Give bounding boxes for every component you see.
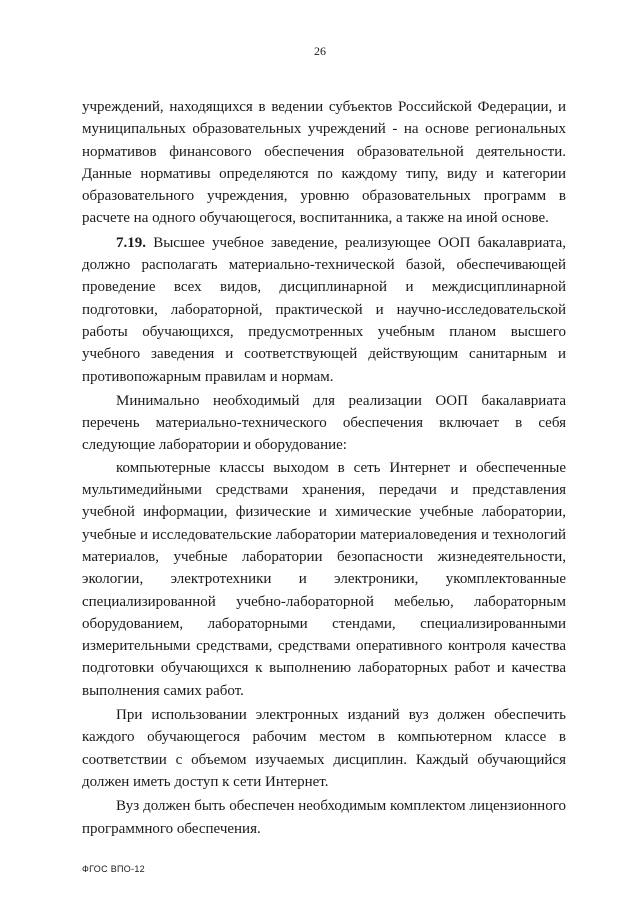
paragraph-section-7-19 — [82, 232, 566, 388]
document-body — [82, 96, 566, 840]
paragraph-continuation: учреждений, находящихся в ведении субъектов Российской Федерации, и муниципальных образовательных учреждений - на основе региональных нормативов финансового обеспечения образовательной деятельности. Данные нормативы определяются по каждому типу, виду и категории образовательного учреждения, уровню образовательных программ в расчете на одного обучающегося, воспитанника, а также на иной основе. — [82, 99, 566, 227]
paragraph-equipment-intro: Минимально необходимый для реализации ООП бакалавриата перечень материально-технического обеспечения включает в себя следующие лаборатории и оборудование: — [82, 392, 566, 454]
paragraph-electronic-editions: При использовании электронных изданий вуз должен обеспечить каждого обучающегося рабочим местом в компьютерном классе в соответствии с объемом изучаемых дисциплин. Каждый обучающийся должен иметь доступ к сети Интернет. — [82, 707, 566, 790]
page-number: 26 — [314, 44, 326, 58]
section-number: 7.19. — [116, 234, 146, 251]
section-text: Высшее учебное заведение, реализующее ООП бакалавриата, должно располагать материально-технической базой, обеспечивающей проведение всех видов, дисциплинарной и междисциплинарной подготовки, лабораторной, практической и научно-исследовательской работы обучающихся, предусмотренных учебным планом высшего учебного заведения и соответствующей действующим санитарным и противопожарным правилам и нормам. — [82, 234, 567, 385]
paragraph-software: Вуз должен быть обеспечен необходимым комплектом лицензионного программного обеспечения. — [82, 798, 566, 837]
footer-standard-code: ФГОС ВПО-12 — [82, 864, 145, 874]
paragraph-equipment-list: компьютерные классы выходом в сеть Интернет и обеспеченные мультимедийными средствами хранения, передачи и представления учебной информации, физические и химические учебные лаборатории, учебные и исследовательские лаборатории материаловедения и технологий материалов, учебные лаборатории безопасности жизнедеятельности, экологии, электротехники и электроники, укомплектованные специализированной учебно-лабораторной мебелью, лабораторным оборудованием, лабораторными стендами, специализированными измерительными средствами, средствами оперативного контроля качества подготовки обучающихся к выполнению лабораторных работ и качества выполнения самих работ. — [82, 459, 566, 699]
